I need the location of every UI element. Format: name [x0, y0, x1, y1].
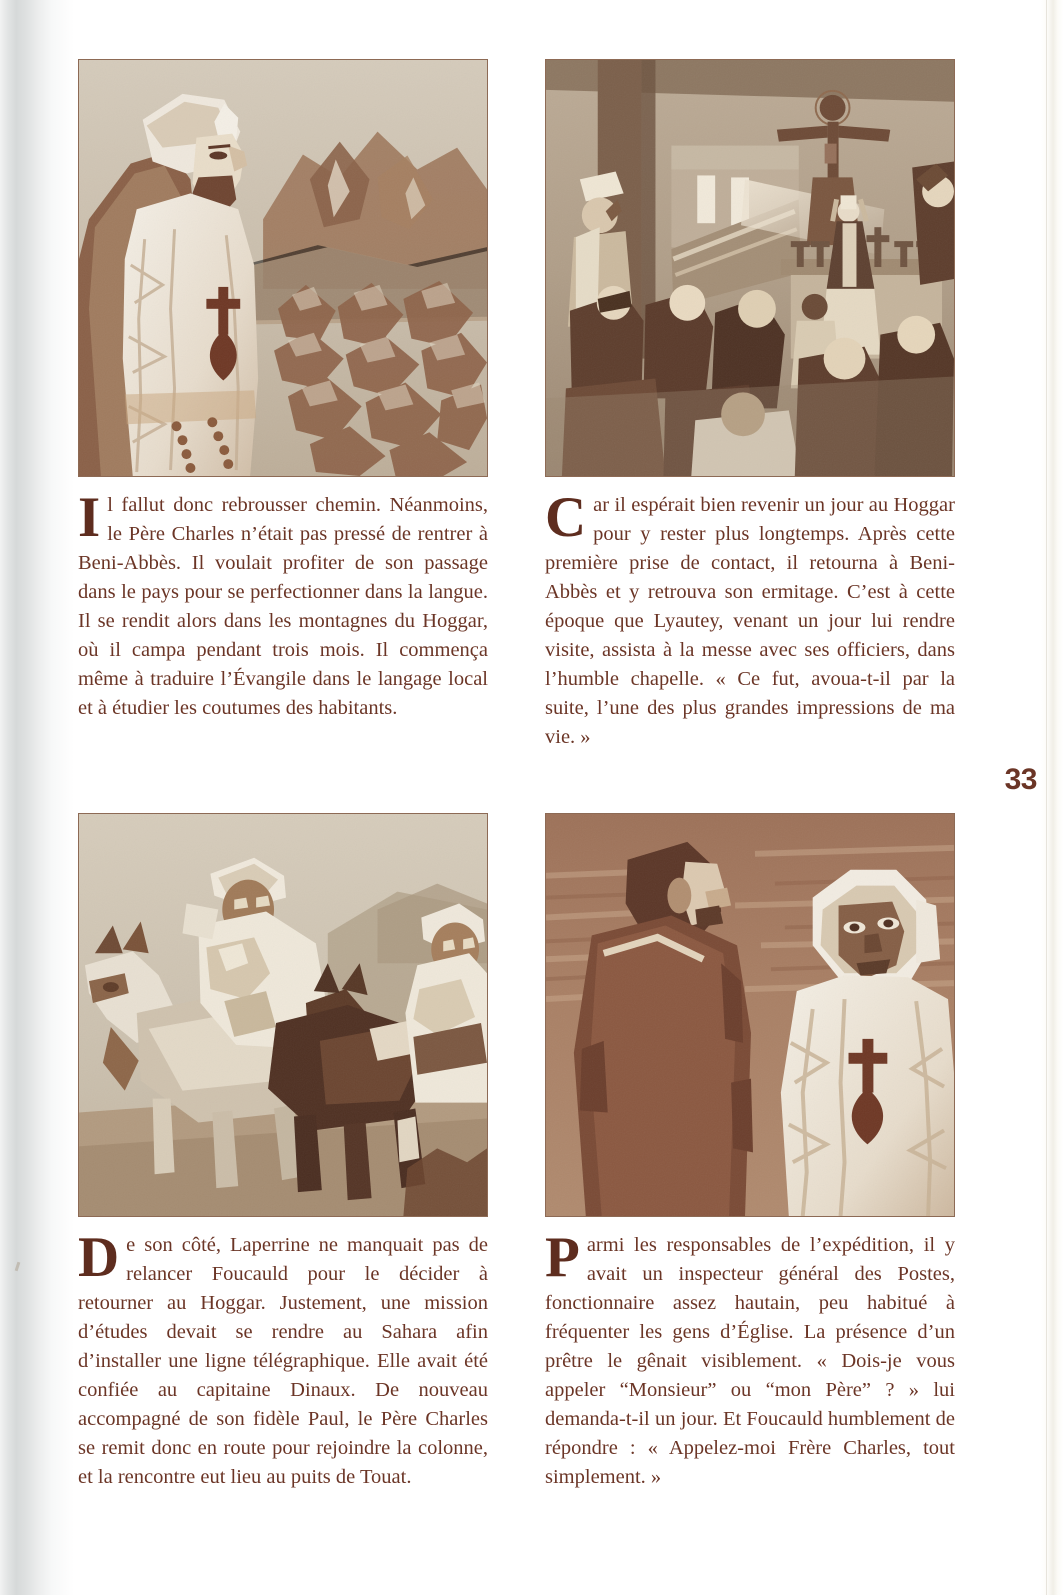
panel-top-right [545, 59, 955, 773]
illustration-foucauld-in-hoggar-mountains [78, 59, 488, 477]
panel-top-left [78, 59, 488, 773]
page-content [78, 59, 955, 1512]
paragraph-top-right: Car il espérait bien revenir un jour au Hoggar pour y rester plus longtemps. Après cette première prise de contact, il retourna à Beni-Abbès et y retrouva son ermitage. C’est à cette époque que Lyautey, venant un jour lui rendre visite, assista à la messe avec ses officiers, dans l’humble chapelle. « Ce fut, avoua-t-il par la suite, l’une des plus grandes impressions de ma vie. » [545, 486, 955, 748]
inspector-and-frere-charles-art [546, 814, 954, 1216]
book-gutter-shadow [0, 0, 74, 1595]
illustration-riders-on-horseback-in-desert [78, 813, 488, 1217]
panel-bottom-right [545, 813, 955, 1513]
illustration-mass-in-the-chapel-with-officers [545, 59, 955, 477]
illustration-inspector-and-frere-charles-conversation [545, 813, 955, 1217]
page-number: 33 [1004, 763, 1037, 796]
chapel-mass-art [546, 60, 954, 476]
bottom-row [78, 813, 955, 1513]
top-row [78, 59, 955, 773]
foucauld-hoggar-art [79, 60, 487, 476]
page-edge-shadow [1041, 0, 1063, 1595]
riders-desert-art [79, 814, 487, 1216]
paragraph-bottom-left: De son côté, Laperrine ne manquait pas de relancer Foucauld pour le décider à retourner au Hoggar. Justement, une mission d’études devait se rendre au Sahara afin d’installer une ligne télégraphique. Elle avait été confiée au capitaine Dinaux. De nouveau accompagné de son fidèle Paul, le Père Charles se remit donc en route pour rejoindre la colonne, et la rencontre eut lieu au puits de Touat. [78, 1225, 488, 1488]
paragraph-bottom-right: Parmi les responsables de l’expédition, il y avait un inspecteur général des Postes, fonctionnaire assez hautain, peu habitué à fréquenter les gens d’Église. La présence d’un prêtre le gênait visiblement. « Dois-je vous appeler “Monsieur” ou “mon Père” ? » lui demanda-t-il un jour. Et Foucauld humblement de répondre : « Appelez-moi Frère Charles, tout simplement. » [545, 1225, 955, 1488]
row-spacer [78, 773, 955, 813]
panel-bottom-left [78, 813, 488, 1513]
paragraph-top-left: Il fallut donc rebrousser chemin. Néanmoins, le Père Charles n’était pas pressé de rentrer à Beni-Abbès. Il voulait profiter de son passage dans le pays pour se perfectionner dans la langue. Il se rendit alors dans les montagnes du Hoggar, où il campa pendant trois mois. Il commença même à traduire l’Évangile dans le langage local et à étudier les coutumes des habitants. [78, 486, 488, 719]
